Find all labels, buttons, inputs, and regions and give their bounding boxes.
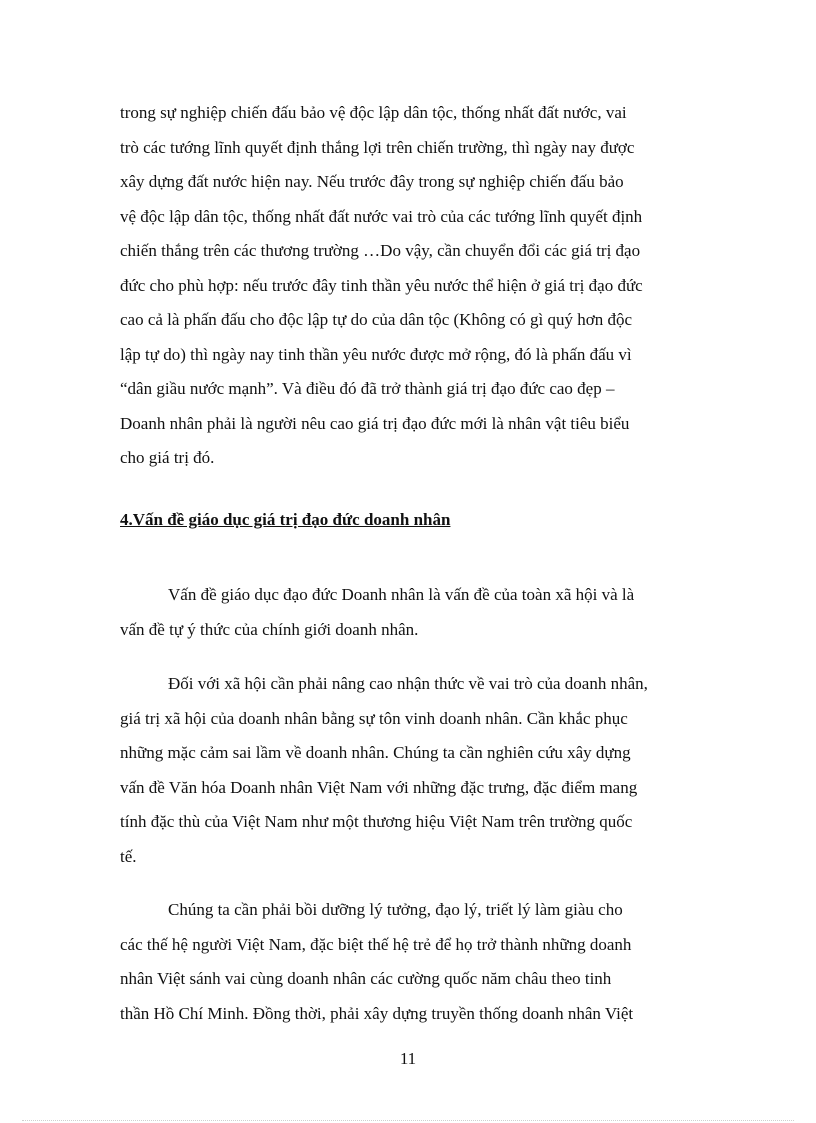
text-line: đức cho phù hợp: nếu trước đây tinh thần yêu nước thể hiện ở giá trị đạo đức [120, 275, 643, 295]
page-number: 11 [399, 1049, 417, 1068]
text-line: vấn đề tự ý thức của chính giới doanh nhân. [120, 619, 419, 639]
text-line: vệ độc lập dân tộc, thống nhất đất nước vai trò của các tướng lĩnh quyết định [120, 206, 643, 226]
text-line: giá trị xã hội của doanh nhân bằng sự tôn vinh doanh nhân. Cần khắc phục [120, 708, 628, 728]
text-line: lập tự do) thì ngày nay tinh thần yêu nước được mở rộng, đó là phấn đấu vì [120, 344, 632, 364]
text-line: Đối với xã hội cần phải nâng cao nhận thức về vai trò của doanh nhân, [168, 674, 648, 693]
text-line: trò các tướng lĩnh quyết định thắng lợi trên chiến trường, thì ngày nay được [120, 137, 635, 157]
text-line: các thế hệ người Việt Nam, đặc biệt thế hệ trẻ để họ trở thành những doanh [120, 934, 632, 954]
page-bottom-divider [22, 1120, 794, 1121]
text-line: chiến thắng trên các thương trường …Do vậy, cần chuyển đổi các giá trị đạo [120, 241, 641, 260]
text-line: thần Hồ Chí Minh. Đồng thời, phải xây dựng truyền thống doanh nhân Việt [120, 1003, 634, 1023]
text-line: Vấn đề giáo dục đạo đức Doanh nhân là vấn đề của toàn xã hội và là [168, 585, 635, 604]
text-line: cho giá trị đó. [120, 448, 215, 467]
text-line: vấn đề Văn hóa Doanh nhân Việt Nam với những đặc trưng, đặc điểm mang [120, 777, 638, 797]
paragraph-1 [120, 96, 700, 476]
text-line: nhân Việt sánh vai cùng doanh nhân các cường quốc năm châu theo tinh [120, 969, 612, 988]
text-line: cao cả là phấn đấu cho độc lập tự do của dân tộc (Không có gì quý hơn độc [120, 310, 632, 329]
section-heading: 4.Vấn đề giáo dục giá trị đạo đức doanh nhân [120, 510, 451, 529]
text-line: tế. [120, 846, 137, 866]
text-line: tính đặc thù của Việt Nam như một thương hiệu Việt Nam trên trường quốc [120, 812, 633, 831]
paragraph-2 [120, 578, 700, 647]
paragraph-3 [120, 667, 700, 874]
text-line: những mặc cảm sai lầm về doanh nhân. Chúng ta cần nghiên cứu xây dựng [120, 743, 631, 762]
text-line: trong sự nghiệp chiến đấu bảo vệ độc lập dân tộc, thống nhất đất nước, vai [120, 103, 627, 122]
text-line: xây dựng đất nước hiện nay. Nếu trước đây trong sự nghiệp chiến đấu bảo [120, 172, 624, 191]
text-line: Chúng ta cần phải bồi dưỡng lý tưởng, đạo lý, triết lý làm giàu cho [168, 900, 623, 919]
text-line: “dân giầu nước mạnh”. Và điều đó đã trở thành giá trị đạo đức cao đẹp – [120, 379, 615, 398]
paragraph-4 [120, 893, 700, 1031]
text-line: Doanh nhân phải là người nêu cao giá trị đạo đức mới là nhân vật tiêu biểu [120, 413, 630, 433]
